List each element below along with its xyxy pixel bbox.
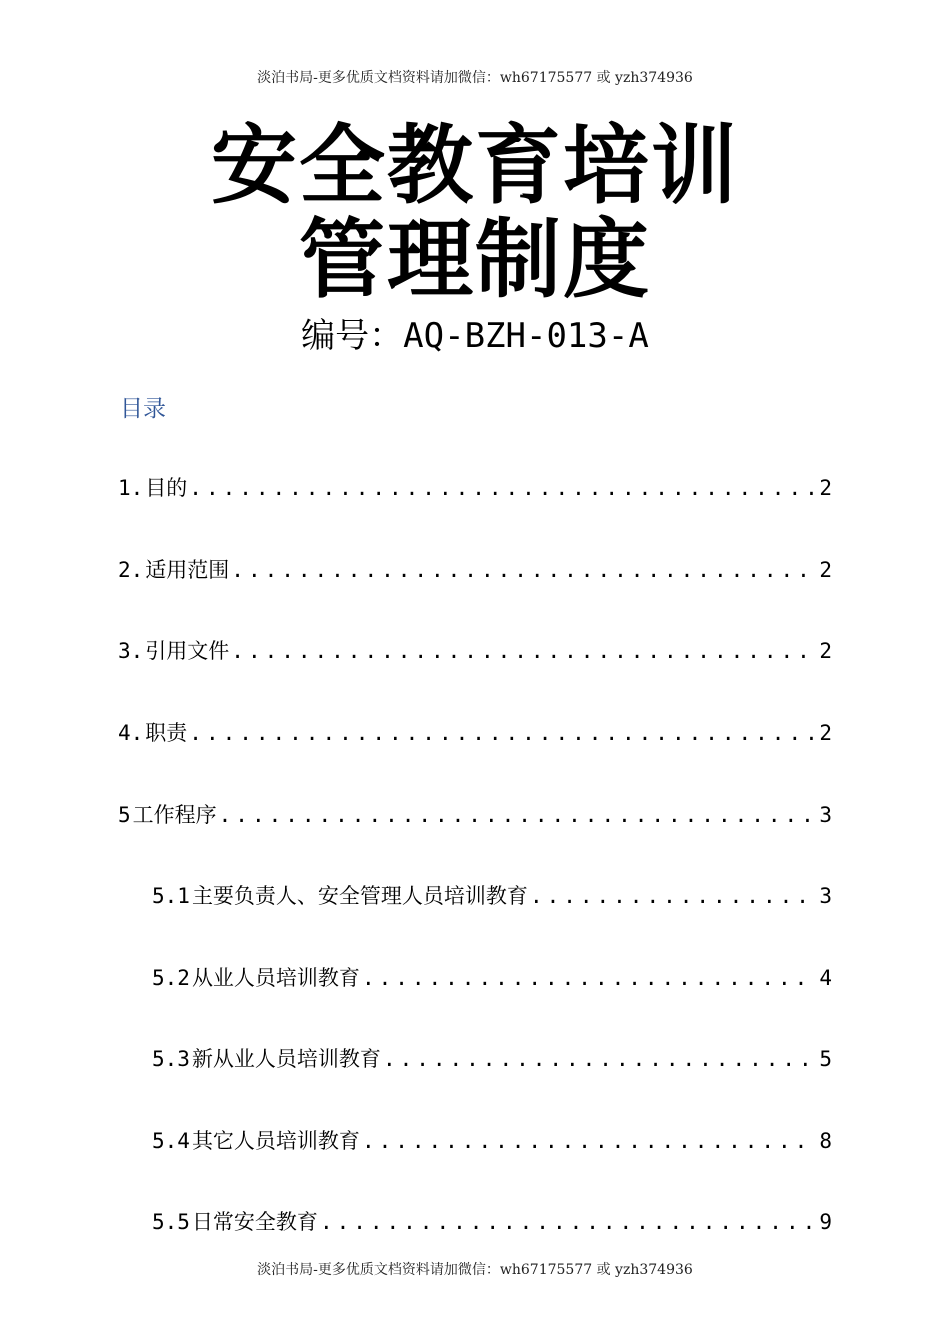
toc-entry-number: 4. [118, 721, 144, 745]
toc-entry-number: 5.3 [152, 1047, 190, 1071]
toc-entry-number: 5.4 [152, 1129, 190, 1153]
toc-leader-dots [231, 555, 815, 585]
toc-heading: 目录 [120, 396, 166, 422]
toc-entry-label: 引用文件 [145, 639, 230, 663]
toc-entry-number: 1. [118, 476, 144, 500]
document-title-line-2: 管理制度 [299, 210, 651, 310]
toc-entry-number: 5.2 [152, 966, 190, 990]
toc-entry-5-4[interactable] [152, 1126, 832, 1156]
toc-entry-page: 3 [819, 803, 832, 827]
toc-leader-dots [362, 1126, 815, 1156]
toc-entry-page: 2 [819, 558, 832, 582]
toc-entry-number: 5.1 [152, 884, 190, 908]
toc-entry-label: 主要负责人、安全管理人员培训教育 [191, 884, 528, 908]
toc-entry-label: 目的 [145, 476, 188, 500]
toc-entry-page: 2 [819, 639, 832, 663]
document-title-line-1: 安全教育培训 [211, 116, 739, 216]
toc-leader-dots [231, 636, 815, 666]
toc-entry-page: 2 [819, 721, 832, 745]
toc-entry-label: 从业人员培训教育 [191, 966, 360, 990]
toc-leader-dots [189, 473, 815, 503]
toc-entry-page: 9 [819, 1210, 832, 1234]
toc-entry-5-1[interactable] [152, 881, 832, 911]
toc-entry-label: 其它人员培训教育 [191, 1129, 360, 1153]
toc-entry-number: 5.5 [152, 1210, 190, 1234]
toc-entry-3[interactable] [118, 636, 832, 666]
toc-entry-5-3[interactable] [152, 1044, 832, 1074]
toc-entry-number: 5 [118, 803, 131, 827]
toc-entry-2[interactable] [118, 555, 832, 585]
toc-entry-page: 4 [819, 966, 832, 990]
document-number: 编号：AQ-BZH-013-A [301, 316, 649, 356]
toc-leader-dots [189, 718, 815, 748]
toc-leader-dots [383, 1044, 815, 1074]
toc-leader-dots [219, 800, 816, 830]
toc-entry-number: 2. [118, 558, 144, 582]
toc-entry-label: 新从业人员培训教育 [191, 1047, 381, 1071]
toc-entry-page: 3 [819, 884, 832, 908]
toc-entry-label: 日常安全教育 [191, 1210, 318, 1234]
toc-entry-5-2[interactable] [152, 963, 832, 993]
page-header-note: 淡泊书局-更多优质文档资料请加微信：wh67175577 或 yzh374936 [257, 70, 693, 86]
toc-entry-label: 工作程序 [132, 803, 217, 827]
toc-leader-dots [530, 881, 815, 911]
page-footer-note: 淡泊书局-更多优质文档资料请加微信：wh67175577 或 yzh374936 [257, 1262, 693, 1278]
toc-entry-page: 8 [819, 1129, 832, 1153]
toc-entry-5[interactable] [118, 800, 832, 830]
toc-entry-4[interactable] [118, 718, 832, 748]
toc-leader-dots [320, 1207, 815, 1237]
toc-entry-label: 适用范围 [145, 558, 230, 582]
toc-entry-1[interactable] [118, 473, 832, 503]
toc-entry-5-5[interactable] [152, 1207, 832, 1237]
toc-entry-page: 2 [819, 476, 832, 500]
toc-entry-page: 5 [819, 1047, 832, 1071]
toc-leader-dots [362, 963, 815, 993]
toc-entry-number: 3. [118, 639, 144, 663]
toc-entry-label: 职责 [145, 721, 188, 745]
